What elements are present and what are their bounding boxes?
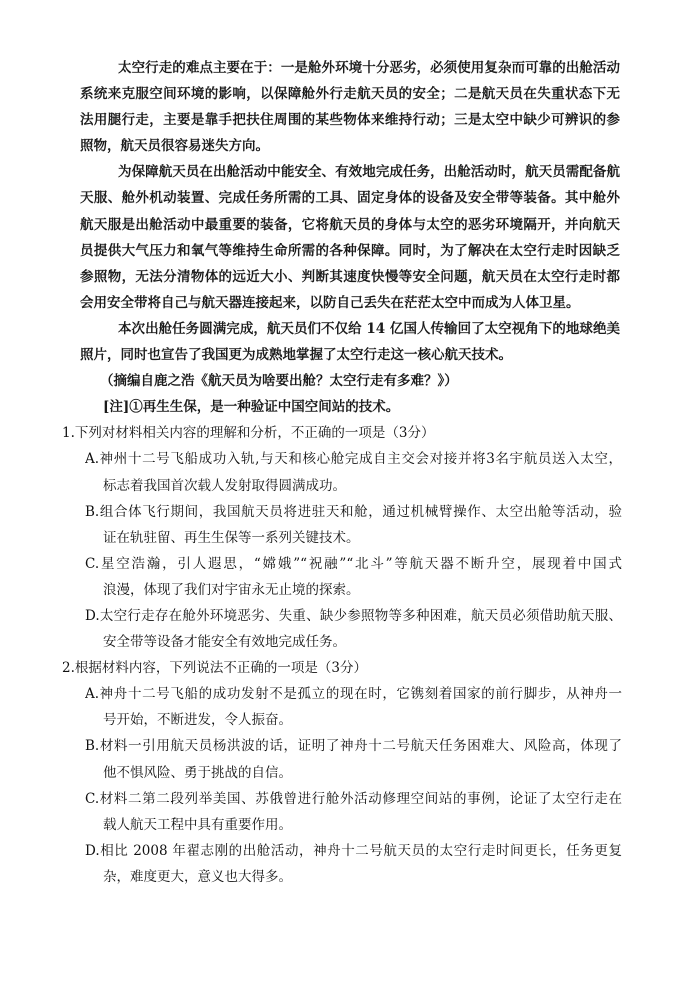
option-c — [0, 551, 696, 603]
passage-line: 系统来克服空间环境的影响，以保障舱外行走航天员的安全；二是航天员在失重状态下无 — [80, 86, 620, 103]
passage-line: 本次出舱任务圆满完成，航天员们不仅给 14 亿国人传输回了太空视角下的地球绝美 — [118, 320, 620, 337]
option-line: D.太空行走存在舱外环境恶劣、失重、缺少参照物等多种困难，航天员必须借助航天服、 — [85, 607, 622, 624]
passage-line: 为保障航天员在出舱活动中能安全、有效地完成任务，出舱活动时，航天员需配备航 — [118, 164, 620, 181]
passage-line: 参照物，无法分清物体的远近大小、判断其速度快慢等安全问题，航天员在太空行走时都 — [80, 268, 620, 285]
option-line: B.组合体飞行期间，我国航天员将进驻天和舱，通过机械臂操作、太空出舱等活动，验 — [85, 503, 622, 520]
option-line: D.相比 2008 年翟志刚的出舱活动，神舟十二号航天员的太空行走时间更长，任务更复 — [85, 842, 622, 859]
passage-line: 会用安全带将自己与航天器连接起来，以防自己丢失在茫茫太空中而成为人体卫星。 — [80, 294, 580, 311]
option-line: 他不惧风险、勇于挑战的自信。 — [103, 764, 292, 781]
option-line: 浪漫，体现了我们对宇宙永无止境的探索。 — [103, 581, 360, 598]
option-c — [0, 786, 696, 838]
option-line: 安全带等设备才能安全有效地完成任务。 — [103, 634, 346, 651]
option-d — [0, 603, 696, 655]
question-2 — [0, 655, 696, 890]
annotation-note: [注]①再生生保，是一种验证中国空间站的技术。 — [103, 399, 400, 416]
option-line: 载人航天工程中具有重要作用。 — [103, 816, 292, 833]
source-citation: （摘编自鹿之浩《航天员为啥要出舱？太空行走有多难？》） — [100, 373, 458, 390]
question-stem: 1.下列对材料相关内容的理解和分析，不正确的一项是（3分） — [62, 425, 435, 442]
option-line: 标志着我国首次载人发射取得圆满成功。 — [103, 477, 346, 494]
passage-line: 太空行走的难点主要在于：一是舱外环境十分恶劣，必须使用复杂而可靠的出舱活动 — [118, 60, 620, 76]
document-content — [0, 55, 696, 890]
option-line: 证在轨驻留、再生生保等一系列关键技术。 — [103, 529, 360, 546]
option-line: C.星空浩瀚，引人遐思，“嫦娥”“祝融”“北斗”等航天器不断升空，展现着中国式 — [85, 555, 622, 572]
passage-line: 照物，航天员很容易迷失方向。 — [80, 138, 269, 155]
question-1 — [0, 420, 696, 655]
paragraph-1 — [0, 55, 696, 159]
option-line: 号开始，不断进发，令人振奋。 — [103, 712, 292, 729]
passage-line: 航天服是出舱活动中最重要的装备，它将航天员的身体与太空的恶劣环境隔开，并向航天 — [80, 216, 620, 233]
option-line: C.材料二第二段列举美国、苏俄曾进行舱外活动修理空间站的事例，论证了太空行走在 — [85, 790, 622, 807]
option-line: A.神舟十二号飞船的成功发射不是孤立的现在时，它镌刻着国家的前行脚步，从神舟一 — [85, 686, 622, 703]
passage-line: 照片，同时也宣告了我国更为成熟地掌握了太空行走这一核心航天技术。 — [80, 347, 512, 364]
option-b — [0, 499, 696, 551]
passage-line: 天服、舱外机动装置、完成任务所需的工具、固定身体的设备及安全带等装备。其中舱外 — [80, 190, 620, 207]
passage-line: 员提供大气压力和氧气等维持生命所需的各种保障。同时，为了解决在太空行走时因缺乏 — [80, 242, 620, 259]
reading-passage — [0, 55, 696, 420]
option-line: 杂，难度更大，意义也大得多。 — [103, 868, 292, 885]
option-line: B.材料一引用航天员杨洪波的话，证明了神舟十二号航天任务困难大、风险高，体现了 — [85, 738, 622, 755]
paragraph-3 — [0, 316, 696, 368]
option-line: A.神州十二号飞船成功入轨,与天和核心舱完成自主交会对接并将3名宇航员送入太空， — [85, 451, 622, 468]
passage-line: 法用腿行走，主要是靠手把扶住周围的某些物体来维持行动；三是太空中缺少可辨识的参 — [80, 112, 620, 129]
option-d — [0, 838, 696, 890]
question-stem: 2.根据材料内容，下列说法不正确的一项是（3分） — [62, 660, 367, 677]
option-b — [0, 733, 696, 785]
option-a — [0, 446, 696, 498]
option-a — [0, 681, 696, 733]
paragraph-2 — [0, 159, 696, 316]
